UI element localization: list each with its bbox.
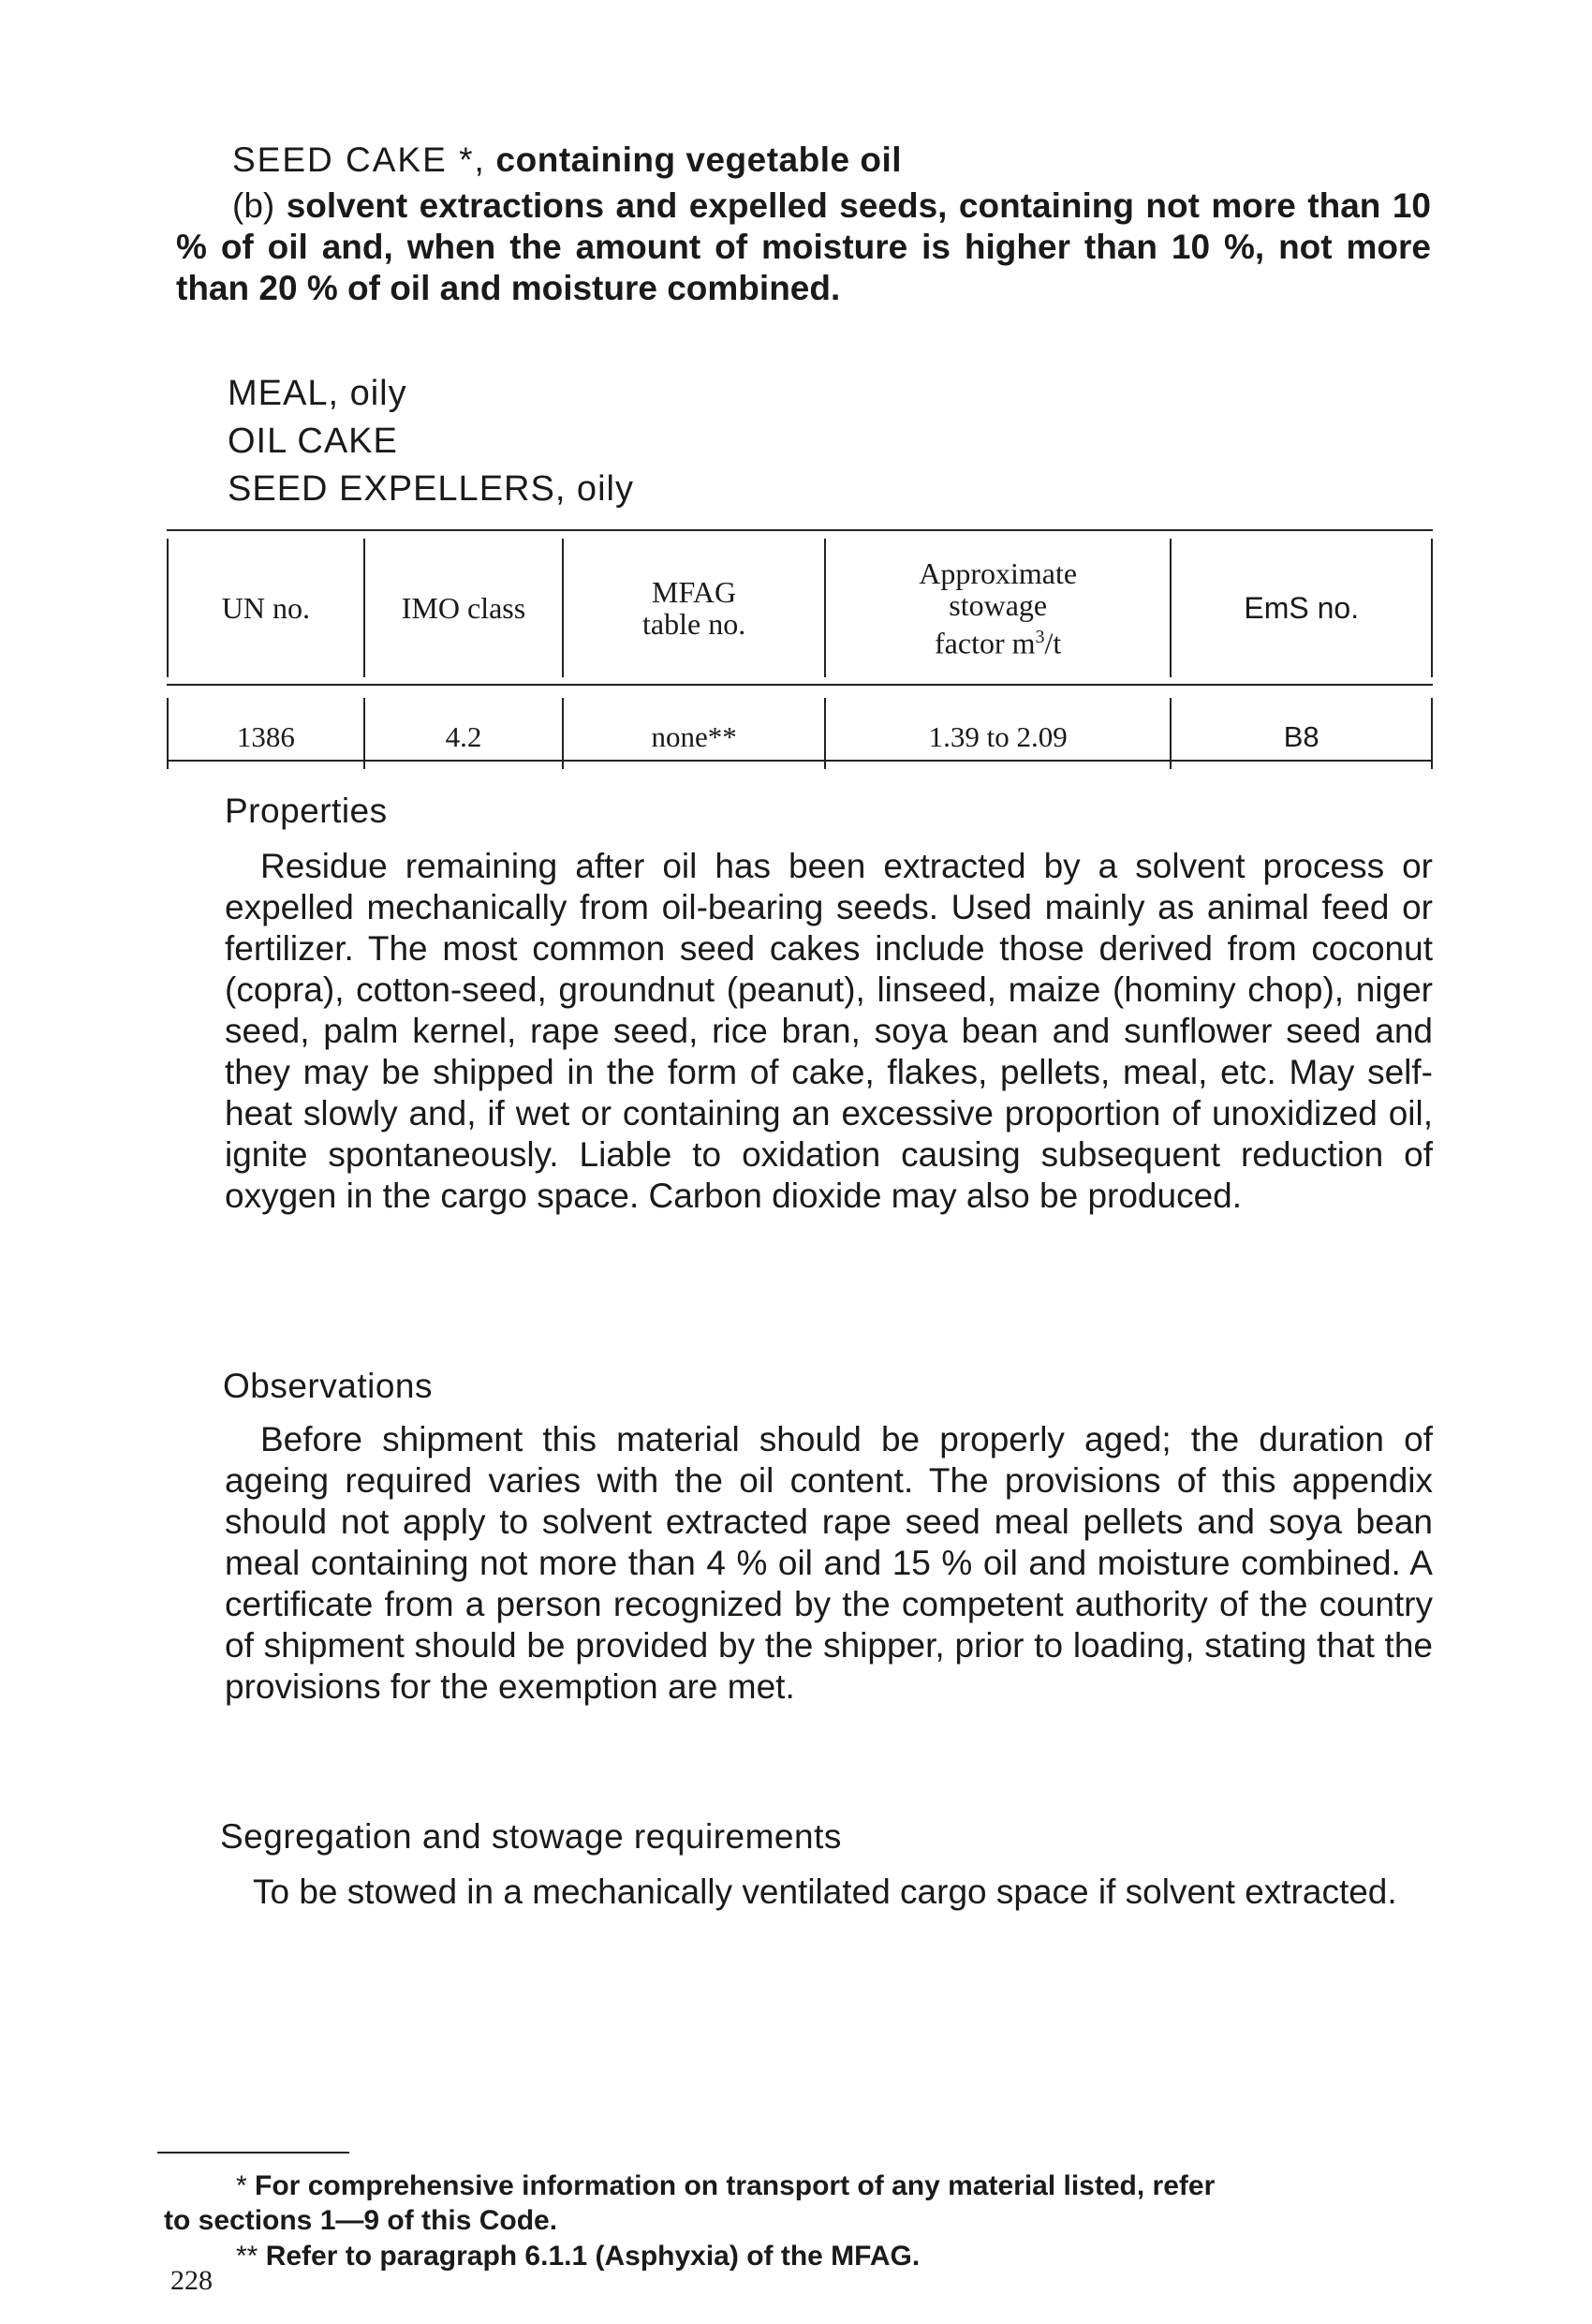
paragraph-b [176, 185, 1431, 309]
stowage-unit-sup: 3 [1035, 626, 1045, 647]
paragraph-b-text: solvent extractions and expelled seeds, containing not more than 10 % of oil and, when the amount of moisture is higher than 10 %, not more than 20 % of oil and moisture combined. [176, 186, 1431, 307]
cell-imo-class: 4.2 [364, 698, 564, 769]
stowage-unit-text: factor m [935, 626, 1036, 660]
observations-heading: Observations [223, 1367, 433, 1405]
stowage-unit-per: /t [1044, 626, 1062, 660]
footnote-2-text: Refer to paragraph 6.1.1 (Asphyxia) of the MFAG. [265, 2241, 921, 2272]
header-mfag [563, 539, 825, 677]
table-rule-top [167, 529, 1433, 531]
segregation-heading: Segregation and stowage requirements [220, 1817, 842, 1856]
header-mfag-line2: table no. [642, 607, 746, 641]
segregation-body: To be stowed in a mechanically ventilated cargo space if solvent extracted. [253, 1873, 1397, 1911]
footnote-2-mark: ** [236, 2241, 258, 2272]
cell-ems: B8 [1171, 698, 1432, 769]
footnote-1-line1 [236, 2169, 1215, 2204]
un-table [167, 539, 1433, 769]
footnote-1-mark: * [236, 2170, 247, 2201]
cell-mfag: none** [563, 698, 825, 769]
header-stowage-line3 [826, 621, 1171, 659]
entry-title [232, 141, 902, 180]
header-mfag-line1: MFAG [652, 575, 737, 609]
header-stowage-line2: stowage [949, 587, 1048, 622]
footnote-1-text: For comprehensive information on transport of any material listed, refer [255, 2170, 1216, 2201]
cell-un-no: 1386 [168, 698, 364, 769]
name-meal: MEAL, oily [228, 374, 407, 413]
entry-title-caps: SEED CAKE *, [232, 141, 486, 179]
table-header-row [168, 539, 1432, 677]
segregation-text [217, 1872, 1433, 1913]
entry-title-rest: containing vegetable oil [485, 141, 902, 179]
observations-text [225, 1419, 1433, 1708]
header-imo-class: IMO class [364, 539, 564, 677]
name-oil-cake: OIL CAKE [228, 422, 398, 461]
footnote-rule [157, 2152, 349, 2154]
header-stowage [825, 539, 1172, 677]
page-number: 228 [170, 2265, 213, 2296]
footnote-1-line2: to sections 1—9 of this Code. [164, 2205, 558, 2236]
name-seed-expellers: SEED EXPELLERS, oily [228, 469, 634, 509]
properties-body: Residue remaining after oil has been extracted by a solvent process or expelled mechanically from oil-bearing seeds. Used mainly as animal feed or fertilizer. The most common seed cakes include those derived from coconut (copra), cotton-seed, groundnut (peanut), linseed, maize (hominy chop), niger seed, palm kernel, rape seed, rice bran, soya bean and sunflower seed and they may be shipped in the form of cake, flakes, pellets, meal, etc. May self-heat slowly and, if wet or containing an excessive proportion of unoxidized oil, ignite spontaneously. Liable to oxidation causing subsequent reduction of oxygen in the cargo space. Carbon dioxide may also be produced. [225, 847, 1433, 1215]
observations-body: Before shipment this material should be properly aged; the duration of ageing required varies with the oil content. The provisions of this appendix should not apply to solvent extracted rape seed meal pellets and soya bean meal containing not more than 4 % oil and 15 % oil and moisture combined. A certificate from a person recognized by the competent authority of the country of shipment should be provided by the shipper, prior to loading, stating that the provisions for the exemption are met. [225, 1420, 1433, 1706]
footnote-2 [236, 2239, 920, 2274]
properties-text [225, 846, 1433, 1217]
paragraph-b-label: (b) [232, 186, 275, 225]
header-ems: EmS no. [1171, 539, 1432, 677]
alternate-names [228, 370, 634, 513]
table-row [168, 698, 1432, 769]
header-stowage-line1: Approximate [919, 555, 1078, 590]
cell-stowage: 1.39 to 2.09 [825, 698, 1172, 769]
header-un-no: UN no. [168, 539, 364, 677]
properties-heading: Properties [225, 792, 388, 830]
